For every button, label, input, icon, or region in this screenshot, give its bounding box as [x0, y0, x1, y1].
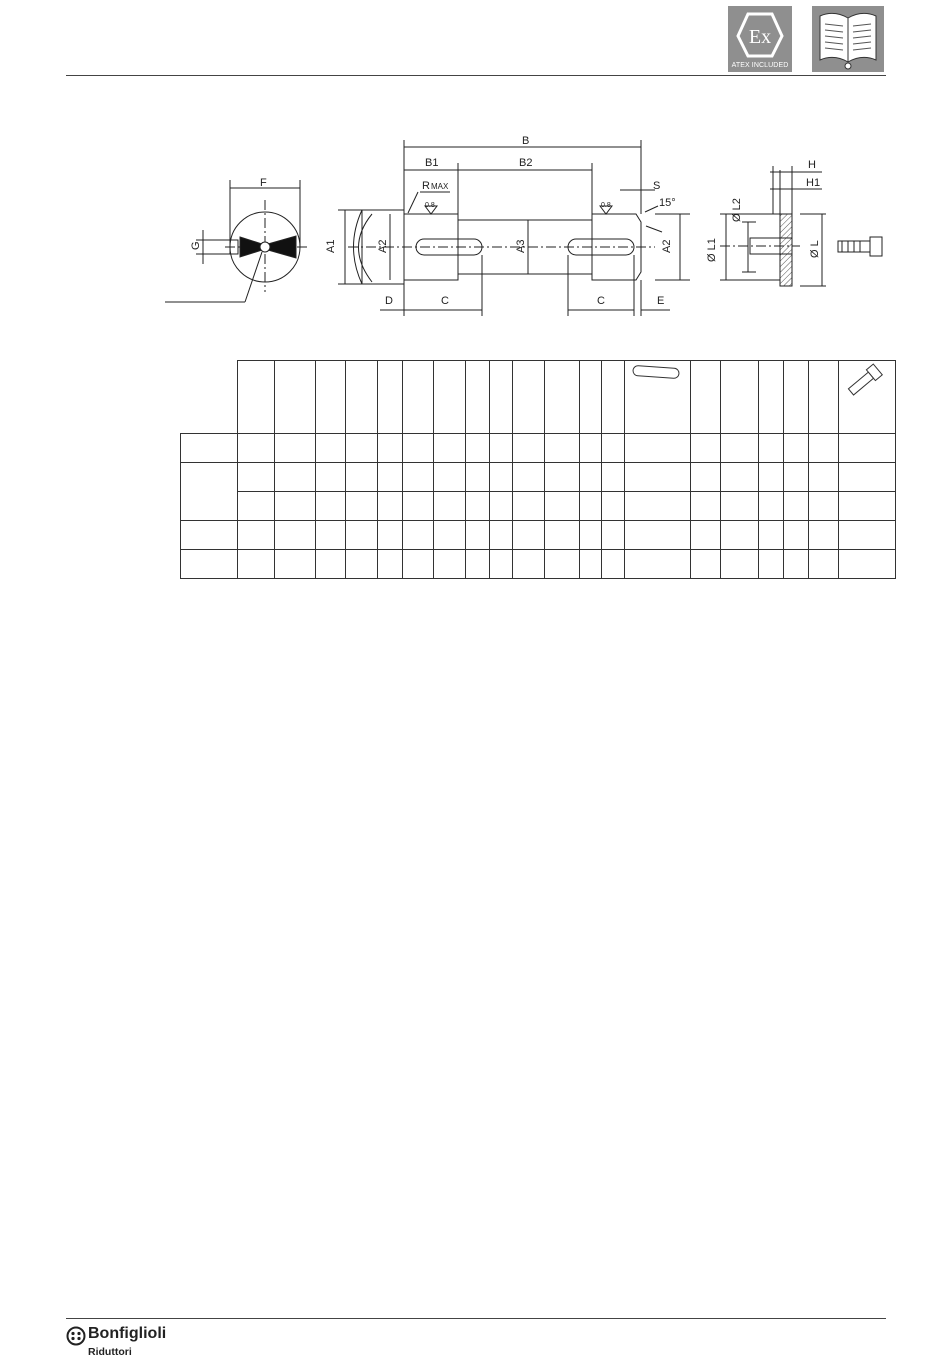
dim-A1: A1	[325, 239, 337, 253]
table-cell	[512, 550, 544, 579]
table-header-cell	[544, 361, 579, 434]
table-cell	[783, 492, 808, 521]
table-cell	[274, 492, 315, 521]
table-cell	[690, 463, 720, 492]
dim-E: E	[657, 295, 665, 307]
table-cell	[758, 492, 783, 521]
table-cell	[489, 463, 512, 492]
table-cell	[402, 492, 433, 521]
table-cell	[433, 521, 465, 550]
table-cell	[345, 521, 377, 550]
table-cell	[315, 463, 345, 492]
table-cell	[579, 492, 601, 521]
table-cell	[345, 492, 377, 521]
dim-rmax-sub: MAX	[431, 182, 449, 191]
table-cell	[377, 521, 402, 550]
table-cell	[315, 550, 345, 579]
table-header-cell	[808, 361, 838, 434]
table-header-cell	[489, 361, 512, 434]
table-corner	[181, 361, 238, 434]
table-cell	[433, 550, 465, 579]
table-cell	[489, 550, 512, 579]
table-header-cell	[512, 361, 544, 434]
table-row	[181, 521, 896, 550]
table-cell	[315, 434, 345, 463]
atex-symbol-text: Ex	[748, 26, 772, 48]
table-cell	[433, 492, 465, 521]
table-cell	[465, 521, 489, 550]
table-cell	[465, 434, 489, 463]
footer-rule	[66, 1318, 886, 1319]
table-cell	[465, 463, 489, 492]
table-cell	[624, 463, 690, 492]
dim-A2-left: A2	[377, 239, 389, 253]
table-cell	[624, 492, 690, 521]
table-cell	[720, 521, 758, 550]
table-row	[181, 463, 896, 492]
table-header-cell	[237, 361, 274, 434]
table-cell	[624, 434, 690, 463]
table-cell	[544, 550, 579, 579]
table-cell	[720, 492, 758, 521]
table-cell	[433, 434, 465, 463]
table-cell	[690, 434, 720, 463]
brand-subtitle: Riduttori	[88, 1346, 132, 1358]
table-cell	[465, 492, 489, 521]
table-cell	[758, 550, 783, 579]
table-cell	[783, 434, 808, 463]
table-cell	[237, 463, 274, 492]
dim-B2: B2	[519, 157, 533, 169]
dim-A3: A3	[515, 239, 527, 253]
dimension-table	[180, 360, 896, 579]
table-cell	[720, 550, 758, 579]
table-header-cell	[690, 361, 720, 434]
table-header-cell	[601, 361, 624, 434]
table-header-cell	[377, 361, 402, 434]
table-cell	[544, 521, 579, 550]
table-cell	[579, 463, 601, 492]
table-cell	[783, 463, 808, 492]
table-cell	[758, 521, 783, 550]
table-cell	[315, 492, 345, 521]
table-cell	[237, 492, 274, 521]
table-cell	[377, 550, 402, 579]
table-cell	[345, 434, 377, 463]
table-cell	[345, 463, 377, 492]
table-cell	[758, 434, 783, 463]
table-cell	[402, 463, 433, 492]
atex-label: ATEX INCLUDED	[731, 62, 789, 69]
table-header-cell	[274, 361, 315, 434]
table-cell	[601, 463, 624, 492]
table-cell	[181, 521, 238, 550]
table-cell	[181, 550, 238, 579]
brand-name: Bonfiglioli	[88, 1325, 167, 1342]
table-cell	[758, 463, 783, 492]
table-cell	[624, 521, 690, 550]
dim-L1: Ø L1	[706, 238, 718, 262]
dim-A2-right: A2	[661, 239, 673, 253]
table-cell	[808, 463, 838, 492]
dim-rmax-R: R	[422, 180, 430, 192]
table-cell	[237, 434, 274, 463]
table-cell	[181, 463, 238, 521]
table-cell	[274, 463, 315, 492]
table-cell	[720, 434, 758, 463]
table-header-cell	[579, 361, 601, 434]
table-row	[181, 550, 896, 579]
table-cell	[377, 434, 402, 463]
table-cell	[579, 521, 601, 550]
dim-H1: H1	[806, 177, 821, 189]
table-header-cell	[758, 361, 783, 434]
table-cell	[544, 492, 579, 521]
table-cell	[579, 434, 601, 463]
roughness-left: 0.8	[425, 202, 435, 209]
dim-H: H	[808, 159, 816, 171]
table-cell	[402, 521, 433, 550]
table-cell	[402, 550, 433, 579]
table-header-row	[181, 361, 896, 434]
dim-G: G	[190, 241, 202, 250]
table-cell	[345, 550, 377, 579]
table-cell	[465, 550, 489, 579]
dim-D: D	[385, 295, 393, 307]
table-header-cell	[345, 361, 377, 434]
table-cell	[808, 492, 838, 521]
table-cell	[274, 521, 315, 550]
manual-badge	[812, 6, 884, 72]
dim-B1: B1	[425, 157, 439, 169]
table-cell	[601, 492, 624, 521]
table-cell	[720, 463, 758, 492]
table-cell	[544, 463, 579, 492]
table-cell	[690, 521, 720, 550]
table-row	[181, 492, 896, 521]
bolt-icon	[839, 361, 889, 401]
table-header-cell	[315, 361, 345, 434]
dim-L2: Ø L2	[731, 198, 743, 222]
bonfiglioli-logo-icon	[66, 1326, 86, 1346]
table-row	[181, 434, 896, 463]
table-cell	[808, 521, 838, 550]
table-cell	[579, 550, 601, 579]
table-cell	[838, 463, 895, 492]
table-cell	[489, 492, 512, 521]
dim-B: B	[522, 135, 530, 147]
roughness-right: 0.8	[601, 202, 611, 209]
table-cell	[512, 434, 544, 463]
table-cell	[433, 463, 465, 492]
table-cell	[601, 521, 624, 550]
table-cell	[402, 434, 433, 463]
dim-C-left: C	[441, 295, 449, 307]
table-cell	[783, 550, 808, 579]
atex-ex-icon	[728, 6, 792, 62]
dim-C-right: C	[597, 295, 605, 307]
dim-L: Ø L	[809, 240, 821, 258]
shaft-drawing	[0, 120, 950, 320]
table-cell	[274, 550, 315, 579]
table-cell	[601, 434, 624, 463]
table-header-cell	[465, 361, 489, 434]
table-cell	[624, 550, 690, 579]
open-book-icon	[812, 6, 884, 72]
table-cell	[838, 492, 895, 521]
dim-F: F	[260, 177, 267, 189]
table-cell	[838, 550, 895, 579]
table-cell	[489, 434, 512, 463]
table-cell	[783, 521, 808, 550]
table-header-cell	[433, 361, 465, 434]
table-header-cell	[720, 361, 758, 434]
table-cell	[274, 434, 315, 463]
table-cell	[544, 434, 579, 463]
table-cell	[237, 550, 274, 579]
table-cell	[315, 521, 345, 550]
table-cell	[512, 521, 544, 550]
table-cell	[838, 434, 895, 463]
dim-S: S	[653, 180, 661, 192]
table-header-cell	[402, 361, 433, 434]
table-header-bolt-cell	[838, 361, 895, 434]
table-cell	[601, 550, 624, 579]
header-rule	[66, 75, 886, 76]
table-cell	[690, 492, 720, 521]
table-cell	[377, 492, 402, 521]
table-cell	[512, 463, 544, 492]
table-cell	[489, 521, 512, 550]
table-header-cell	[783, 361, 808, 434]
table-cell	[181, 434, 238, 463]
table-cell	[808, 550, 838, 579]
chamfer-angle: 15°	[659, 197, 676, 209]
table-cell	[690, 550, 720, 579]
table-cell	[512, 492, 544, 521]
table-cell	[237, 521, 274, 550]
table-cell	[377, 463, 402, 492]
table-header-key-cell	[624, 361, 690, 434]
table-cell	[808, 434, 838, 463]
table-cell	[838, 521, 895, 550]
atex-included-badge	[728, 6, 792, 72]
key-icon	[625, 361, 685, 381]
